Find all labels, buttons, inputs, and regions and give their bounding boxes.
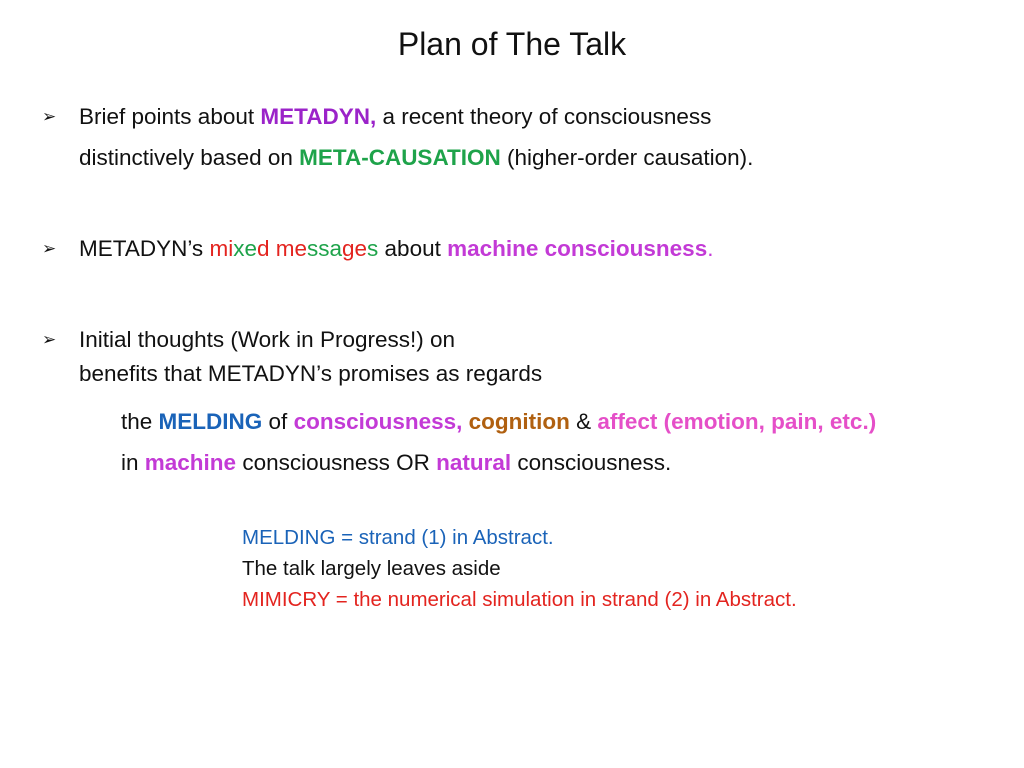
mixed-letter: m bbox=[209, 236, 229, 261]
affect-term: affect (emotion, pain, etc.) bbox=[597, 409, 877, 434]
bullet-arrow-icon: ➢ bbox=[42, 107, 57, 126]
bullet1-text: distinctively based on bbox=[79, 145, 300, 170]
cognition-term: cognition bbox=[468, 409, 570, 434]
bullet3-text: & bbox=[569, 409, 598, 434]
slide-title: Plan of The Talk bbox=[397, 26, 627, 62]
bullet1-line2 bbox=[79, 143, 753, 173]
mixed-letter: d bbox=[256, 236, 270, 261]
machine-term: machine bbox=[144, 450, 237, 475]
bullet3-text: of bbox=[262, 409, 294, 434]
bullet-arrow-icon: ➢ bbox=[42, 330, 57, 349]
bullet-arrow-icon: ➢ bbox=[42, 239, 57, 258]
bullet1-text: Brief points about bbox=[79, 104, 261, 129]
note-mimicry: MIMICRY = the numerical simulation in strand (2) in Abstract. bbox=[242, 588, 797, 611]
bullet1-text: (higher-order causation). bbox=[500, 145, 754, 170]
bullet2-text: METADYN’s bbox=[79, 236, 210, 261]
mixed-letter: e bbox=[244, 236, 257, 261]
bullet1-text: a recent theory of consciousness bbox=[376, 104, 712, 129]
bullet3-line2: benefits that METADYN’s promises as regards bbox=[79, 361, 543, 386]
note-leaves-aside: The talk largely leaves aside bbox=[242, 557, 501, 580]
bullet1-line1 bbox=[79, 102, 711, 132]
mixed-letter: x bbox=[233, 236, 245, 261]
messages-letter: g bbox=[342, 236, 355, 261]
bullet3-text: the bbox=[121, 409, 159, 434]
messages-letter: m bbox=[275, 236, 295, 261]
machine-consciousness-term: machine consciousness bbox=[447, 236, 708, 261]
messages-letter: a bbox=[329, 236, 343, 261]
messages-letter: s bbox=[367, 236, 379, 261]
bullet2-line bbox=[79, 234, 713, 264]
bullet3-text: in bbox=[121, 450, 145, 475]
messages-letter: s bbox=[318, 236, 330, 261]
mixed-letter: i bbox=[228, 236, 234, 261]
natural-term: natural bbox=[436, 450, 512, 475]
messages-letter: e bbox=[354, 236, 368, 261]
bullet2-text: about bbox=[378, 236, 448, 261]
messages-letter: s bbox=[307, 236, 319, 261]
bullet3-line4 bbox=[121, 448, 671, 478]
meta-causation-term: META-CAUSATION bbox=[299, 145, 501, 170]
consciousness-term: consciousness, bbox=[293, 409, 463, 434]
bullet3-line3 bbox=[121, 407, 876, 437]
messages-letter: e bbox=[294, 236, 307, 261]
metadyn-term: METADYN, bbox=[260, 104, 377, 129]
bullet3-text: consciousness. bbox=[511, 450, 672, 475]
melding-term: MELDING bbox=[158, 409, 263, 434]
bullet3-line1: Initial thoughts (Work in Progress!) on bbox=[79, 327, 455, 352]
bullet3-text: consciousness OR bbox=[236, 450, 437, 475]
bullet2-period: . bbox=[707, 236, 714, 261]
note-melding: MELDING = strand (1) in Abstract. bbox=[242, 526, 554, 549]
